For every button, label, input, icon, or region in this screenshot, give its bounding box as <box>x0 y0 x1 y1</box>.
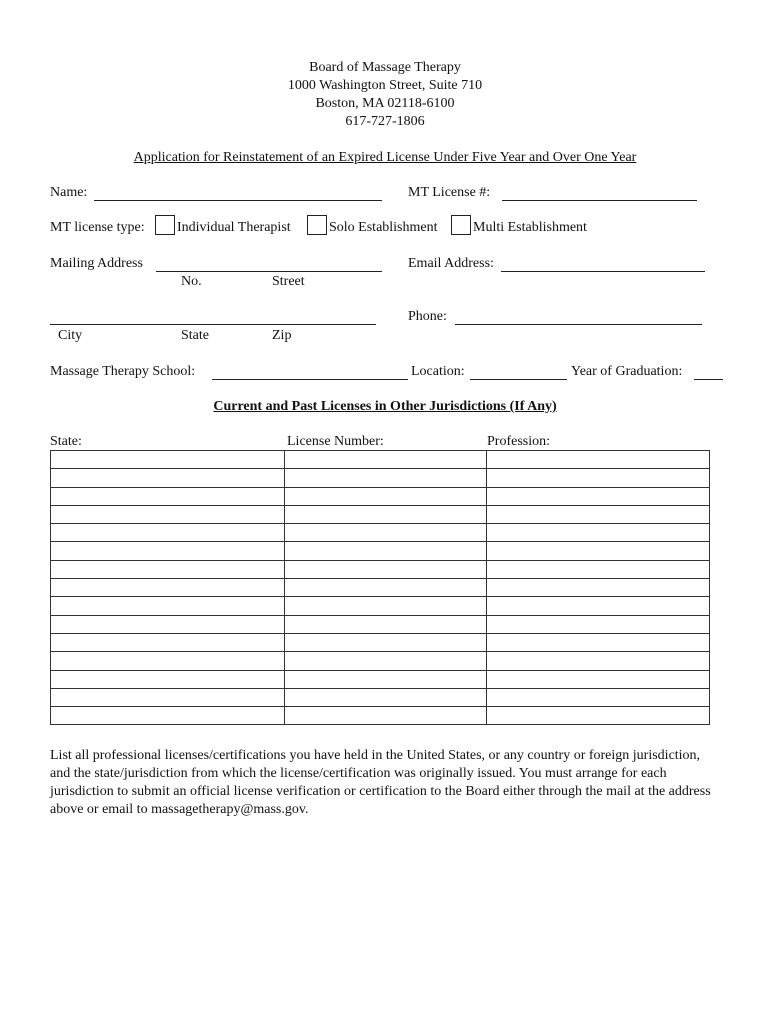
table-header-state: State: <box>50 434 82 449</box>
mt-license-field[interactable] <box>502 200 697 201</box>
jurisdictions-section-title: Current and Past Licenses in Other Jurisdictions (If Any) <box>213 399 557 414</box>
profession-cell[interactable] <box>487 542 710 560</box>
license-number-cell[interactable] <box>285 487 487 505</box>
board-address-street: 1000 Washington Street, Suite 710 <box>287 78 483 93</box>
profession-cell[interactable] <box>487 597 710 615</box>
table-row <box>51 579 710 597</box>
table-header-profession: Profession: <box>487 434 550 449</box>
multi-establishment-label: Multi Establishment <box>473 220 587 235</box>
name-field[interactable] <box>94 200 382 201</box>
state-cell[interactable] <box>51 542 285 560</box>
license-number-cell[interactable] <box>285 579 487 597</box>
state-cell[interactable] <box>51 505 285 523</box>
board-name: Board of Massage Therapy <box>309 60 461 75</box>
license-number-cell[interactable] <box>285 633 487 651</box>
form-title: Application for Reinstatement of an Expired License Under Five Year and Over One Year <box>133 150 637 165</box>
solo-establishment-label: Solo Establishment <box>329 220 438 235</box>
license-number-cell[interactable] <box>285 615 487 633</box>
graduation-year-label: Year of Graduation: <box>571 364 683 379</box>
location-label: Location: <box>411 364 465 379</box>
license-number-cell[interactable] <box>285 688 487 706</box>
table-row <box>51 560 710 578</box>
city-state-zip-field[interactable] <box>50 324 376 325</box>
state-cell[interactable] <box>51 560 285 578</box>
profession-cell[interactable] <box>487 652 710 670</box>
state-cell[interactable] <box>51 615 285 633</box>
table-row <box>51 542 710 560</box>
email-address-label: Email Address: <box>408 256 494 271</box>
instructions-paragraph: List all professional licenses/certifications you have held in the United States, or any country or foreign jurisdiction, and the state/jurisdiction from which the license/certification was originally issued. You must arrange for each jurisdiction to submit an official license verification or certification to the Board either through the mail at the address above or email to massagetherapy@mass.gov. <box>50 748 711 817</box>
license-type-label: MT license type: <box>50 220 145 235</box>
no-label: No. <box>181 274 202 289</box>
table-row <box>51 524 710 542</box>
table-row <box>51 688 710 706</box>
state-cell[interactable] <box>51 670 285 688</box>
license-number-cell[interactable] <box>285 560 487 578</box>
license-number-cell[interactable] <box>285 469 487 487</box>
state-cell[interactable] <box>51 633 285 651</box>
license-number-cell[interactable] <box>285 670 487 688</box>
table-row <box>51 451 710 469</box>
state-cell[interactable] <box>51 707 285 725</box>
table-row <box>51 707 710 725</box>
profession-cell[interactable] <box>487 487 710 505</box>
zip-label: Zip <box>272 328 292 343</box>
profession-cell[interactable] <box>487 469 710 487</box>
table-row <box>51 469 710 487</box>
school-label: Massage Therapy School: <box>50 364 196 379</box>
street-label: Street <box>272 274 305 289</box>
profession-cell[interactable] <box>487 615 710 633</box>
school-field[interactable] <box>212 379 408 380</box>
profession-cell[interactable] <box>487 633 710 651</box>
profession-cell[interactable] <box>487 451 710 469</box>
table-row <box>51 597 710 615</box>
license-number-cell[interactable] <box>285 597 487 615</box>
email-address-field[interactable] <box>501 271 705 272</box>
table-row <box>51 670 710 688</box>
individual-therapist-label: Individual Therapist <box>177 220 291 235</box>
profession-cell[interactable] <box>487 524 710 542</box>
location-field[interactable] <box>470 379 567 380</box>
license-number-cell[interactable] <box>285 451 487 469</box>
city-label: City <box>58 328 83 343</box>
phone-label: Phone: <box>408 309 447 324</box>
license-number-cell[interactable] <box>285 707 487 725</box>
state-cell[interactable] <box>51 469 285 487</box>
table-row <box>51 615 710 633</box>
profession-cell[interactable] <box>487 707 710 725</box>
state-cell[interactable] <box>51 579 285 597</box>
state-cell[interactable] <box>51 487 285 505</box>
state-label: State <box>181 328 209 343</box>
table-row <box>51 505 710 523</box>
profession-cell[interactable] <box>487 560 710 578</box>
license-number-cell[interactable] <box>285 652 487 670</box>
name-label: Name: <box>50 185 88 200</box>
jurisdictions-table <box>50 450 710 725</box>
license-number-cell[interactable] <box>285 524 487 542</box>
table-row <box>51 652 710 670</box>
table-row <box>51 633 710 651</box>
license-number-cell[interactable] <box>285 542 487 560</box>
mt-license-label: MT License #: <box>408 185 491 200</box>
graduation-year-field[interactable] <box>694 379 723 380</box>
solo-establishment-checkbox[interactable] <box>307 215 327 235</box>
state-cell[interactable] <box>51 652 285 670</box>
profession-cell[interactable] <box>487 579 710 597</box>
board-address-city: Boston, MA 02118-6100 <box>315 96 455 111</box>
state-cell[interactable] <box>51 688 285 706</box>
license-number-cell[interactable] <box>285 505 487 523</box>
mailing-address-field[interactable] <box>156 271 382 272</box>
profession-cell[interactable] <box>487 505 710 523</box>
state-cell[interactable] <box>51 524 285 542</box>
profession-cell[interactable] <box>487 670 710 688</box>
multi-establishment-checkbox[interactable] <box>451 215 471 235</box>
state-cell[interactable] <box>51 597 285 615</box>
state-cell[interactable] <box>51 451 285 469</box>
table-row <box>51 487 710 505</box>
board-phone: 617-727-1806 <box>345 114 425 129</box>
phone-field[interactable] <box>455 324 702 325</box>
individual-therapist-checkbox[interactable] <box>155 215 175 235</box>
mailing-address-label: Mailing Address <box>50 256 143 271</box>
table-header-license-number: License Number: <box>287 434 384 449</box>
profession-cell[interactable] <box>487 688 710 706</box>
